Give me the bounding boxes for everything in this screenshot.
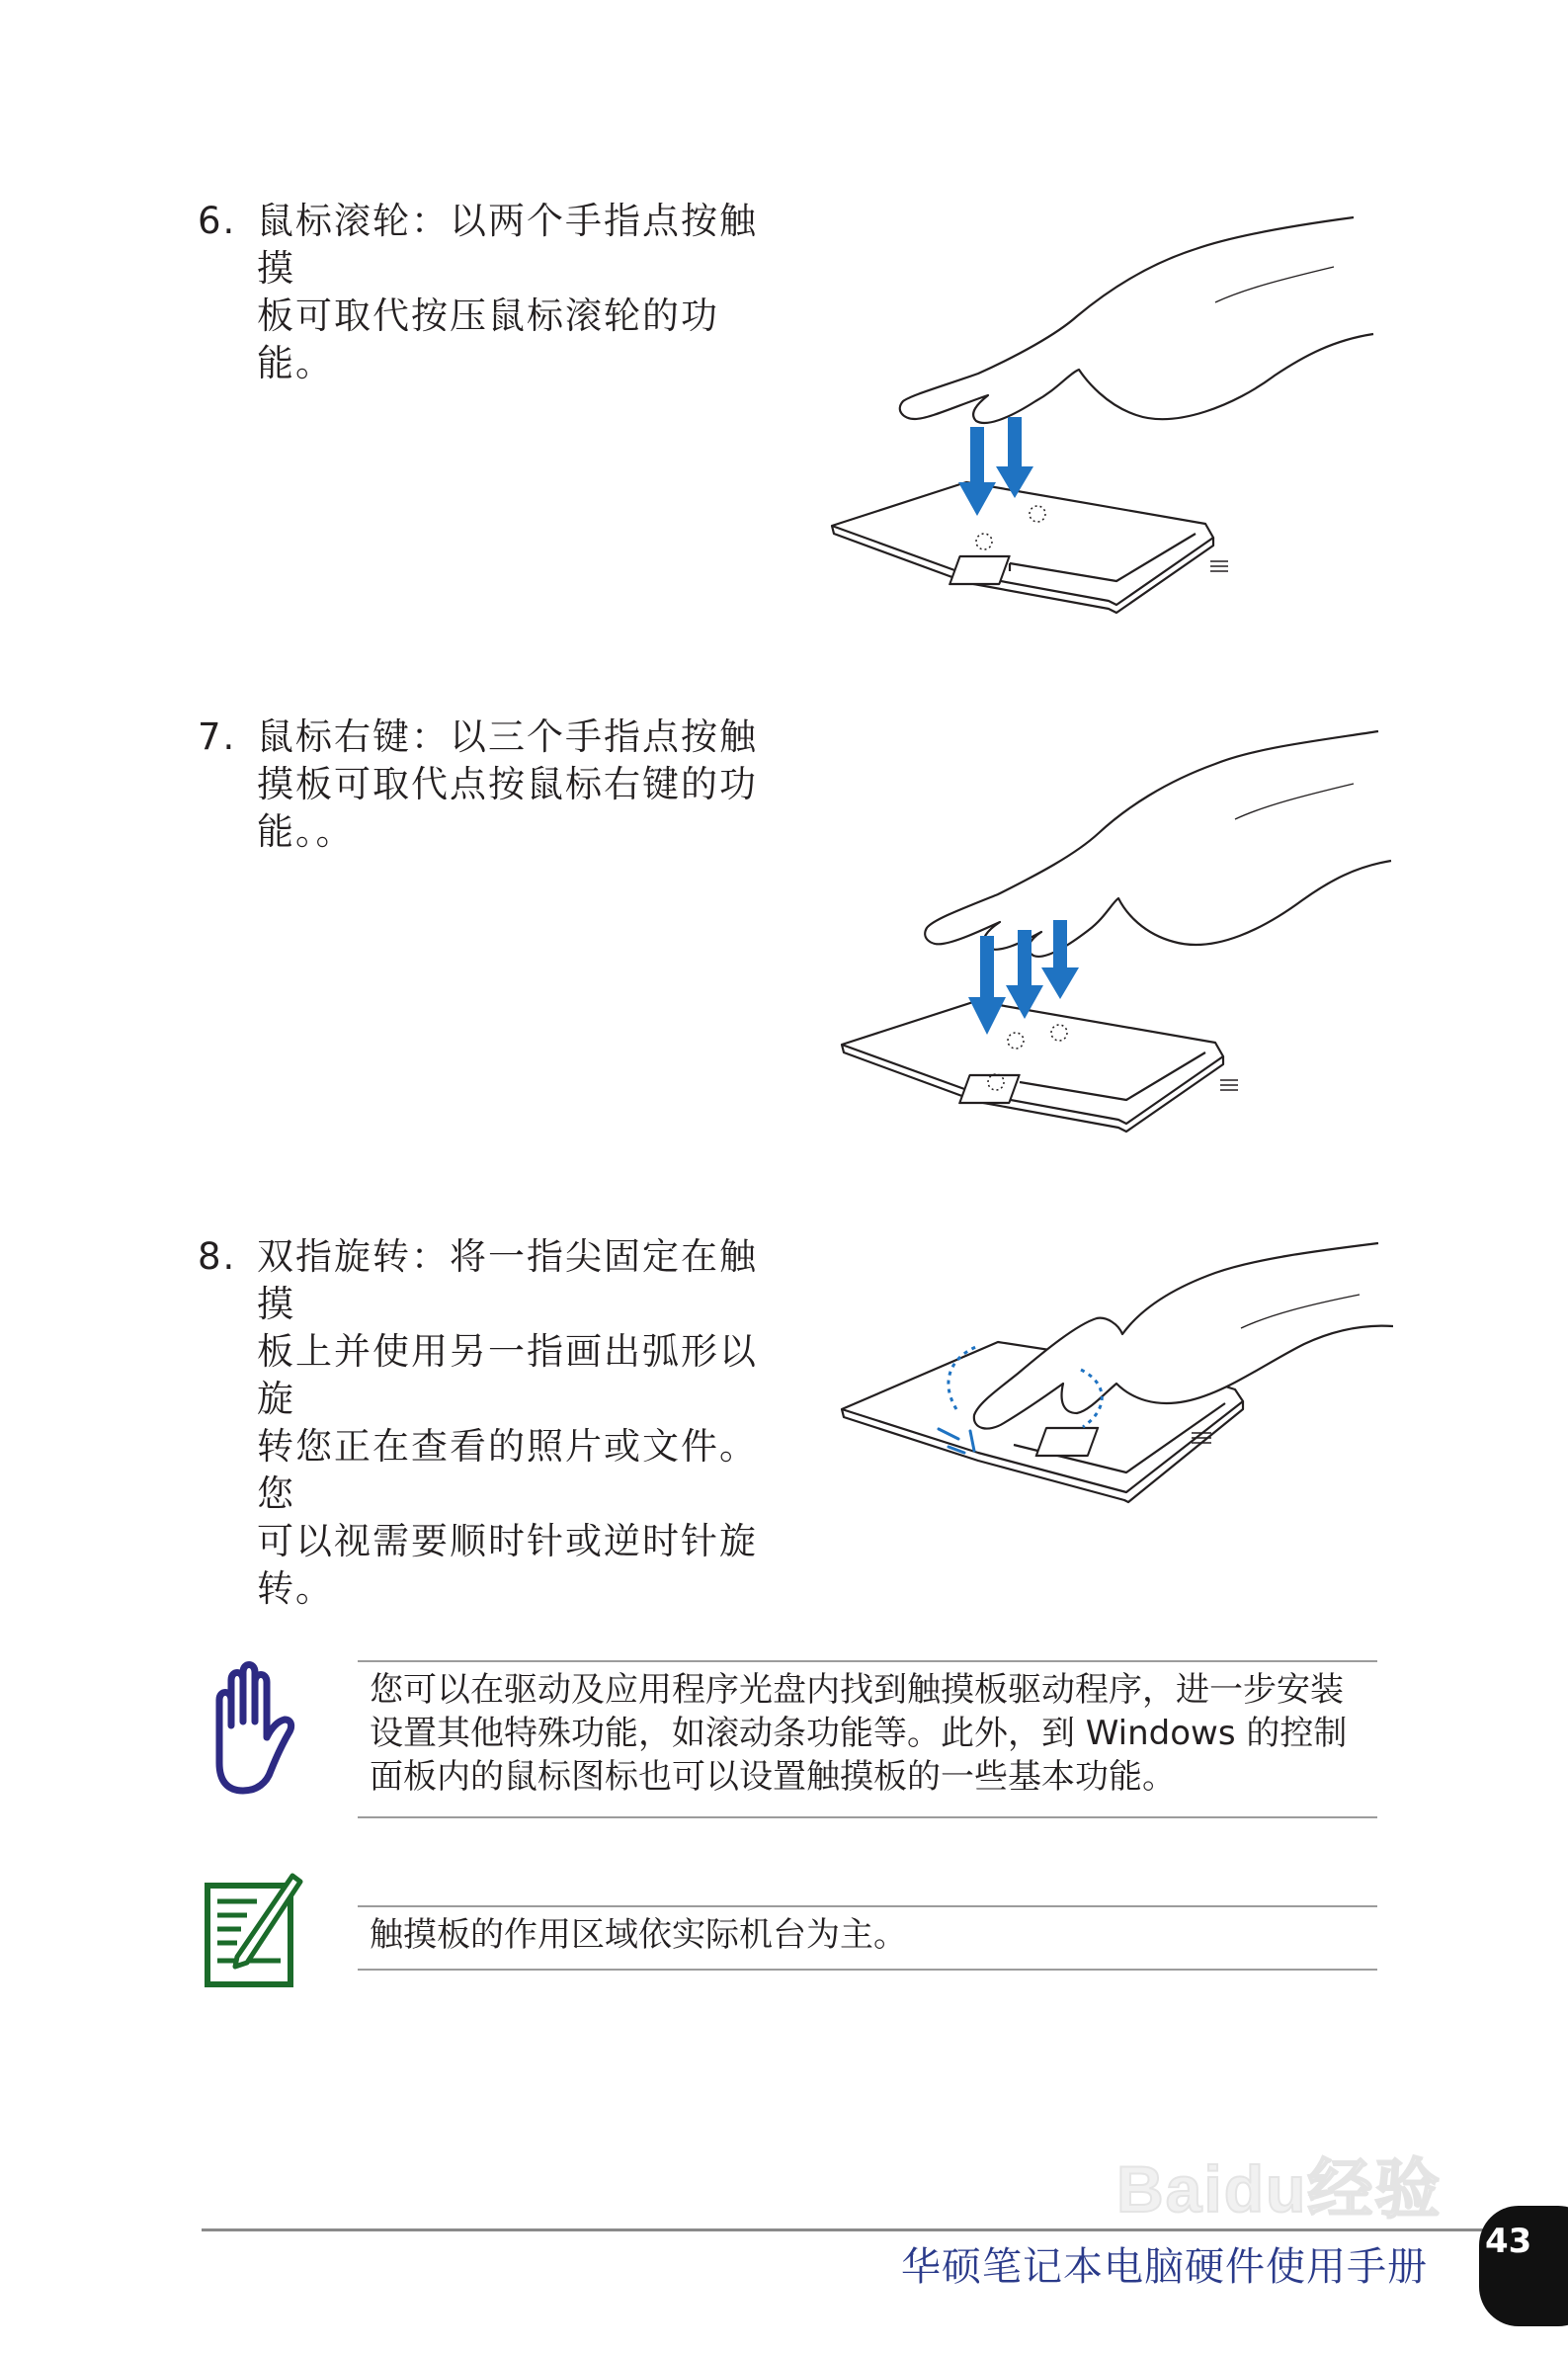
baidu-watermark [1107,2115,1472,2233]
note-text-driver: 您可以在驱动及应用程序光盘内找到触摸板驱动程序，进一步安装 设置其他特殊功能，如滚动条功能等。此外，到 Windows 的控制 面板内的鼠标图标也可以设置触摸板的一些基本功能。 [370,1670,1348,1797]
two-finger-rotate-illustration [830,1235,1393,1522]
watermark-text: Baidu经验 [1116,2152,1443,2226]
note-text-touchpad-area: 触摸板的作用区域依实际机台为主。 [370,1915,907,1955]
note-top-rule [358,1660,1377,1662]
item-text: 双指旋转：将一指尖固定在触摸 板上并使用另一指画出弧形以旋 转您正在查看的照片或文件。您 可以视需要顺时针或逆时针旋 转。 [257,1235,758,1610]
note-top-rule [358,1905,1377,1907]
item-number: 8. [198,1235,237,1278]
item-text: 鼠标右键：以三个手指点按触 摸板可取代点按鼠标右键的功 能。。 [257,715,758,853]
three-finger-tap-illustration [830,726,1393,1171]
hand-stop-icon [198,1660,296,1799]
item-number: 6. [198,200,237,242]
page-number: 43 [1485,2222,1532,2261]
manual-title: 华硕笔记本电脑硬件使用手册 [901,2244,1428,2290]
note-bottom-rule [358,1816,1377,1818]
footer-rule [202,2228,1486,2231]
note-pencil-icon [202,1868,304,1992]
two-finger-tap-illustration [820,208,1383,662]
item-number: 7. [198,715,237,758]
note-bottom-rule [358,1969,1377,1971]
item-text: 鼠标滚轮：以两个手指点按触摸 板可取代按压鼠标滚轮的功能。 [257,200,758,384]
